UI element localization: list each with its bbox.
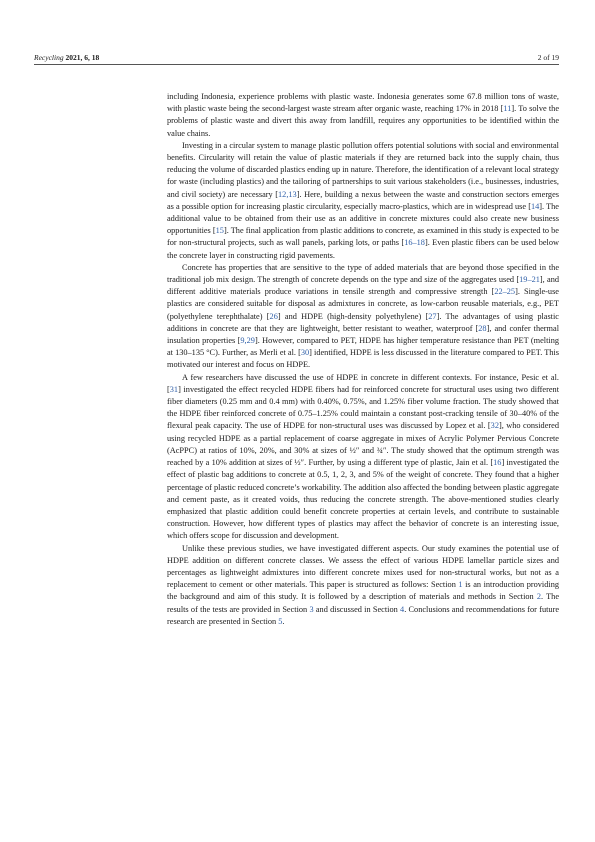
citation-link[interactable]: 22–25 <box>494 287 516 297</box>
citation-link[interactable]: 4 <box>400 604 405 614</box>
paragraph-text: ]. Here, building a nexus between the waste and construction sectors emerges as a possible option for increasing plastic circularity, especially macro-plastics, which are in widespread use [ <box>167 189 559 211</box>
paragraph-text: ] investigated the effect of plastic bag additions to concrete at 0.5, 1, 2, 3, and 5% of the weight of concrete. They found that a higher percentage of plastic reduced concrete’s workability. The addition also affected the bonding between plastic aggregate and cement paste, as it created voids, thus reducing the concrete strength. The above-mentioned studies clearly emphasized that plastic addition could benefit concrete properties at certain levels, and contribute to sustainable construction. However, how different types of plastics may affect the behavior of concrete is an interesting issue, which offers scope for discussion and development. <box>167 458 559 541</box>
paragraph <box>167 372 559 543</box>
citation-link[interactable]: 26 <box>269 311 278 321</box>
citation-link[interactable]: 1 <box>458 580 463 590</box>
paragraph-text: Concrete has properties that are sensitive to the type of added materials that are beyond those specified in the traditional job mix design. The strength of concrete depends on the type and size of the aggregates used [ <box>167 262 559 285</box>
paragraph-text: ] and HDPE (high-density polyethylene) [ <box>277 311 429 321</box>
paragraph-text: is an introduction providing the background and aim of this study. It is followed by a description of materials and methods in Section <box>167 580 559 602</box>
journal-citation <box>34 53 99 62</box>
paragraph-text: Investing in a circular system to manage plastic pollution offers potential solutions with social and environmental benefits. Circularity will retain the value of plastic materials if they are returned back into the supply chain, thus reducing the volume of discarded plastics ending up in nature. Therefore, the identification of a relevant local strategy for waste (including plastics) and the tailoring of partnerships to suit various stakeholders (i.e., businesses, industries, and civil society) are necessary [ <box>167 140 559 199</box>
paragraph-text: including Indonesia, experience problems with plastic waste. Indonesia generates some 67.8 million tons of waste, with plastic waste being the second-largest waste stream after organic waste, reaching 17% in 2018 [ <box>167 92 559 114</box>
citation-link[interactable]: 30 <box>300 348 310 358</box>
citation-link[interactable]: 5 <box>278 616 283 626</box>
paragraph-text: ] identified, HDPE is less discussed in the literature compared to PET. This motivated our interest and focus on HDPE. <box>167 348 559 370</box>
citation-link[interactable]: 11 <box>503 104 512 114</box>
citation-link[interactable]: 28 <box>478 323 487 333</box>
paragraph-text: ]. The additional value to be obtained from their use as an additive in concrete mixtures could also create new business opportunities [ <box>167 201 559 236</box>
paragraph-text: ]. To solve the problems of plastic waste and divert this away from landfill, requires any opportunities to be identified within the value chains. <box>167 104 559 138</box>
citation-link[interactable]: 16–18 <box>404 238 425 248</box>
paragraph-text: ], who considered using recycled HDPE as a partial replacement of coarse aggregate in mixes of Acrylic Polymer Pervious Concrete (AcPPC) at ratios of 10%, 20%, and 30% at sizes of ½″ and ¾″. The study showed that the optimum strength was reached by a 10% addition at sizes of ½″. Further, by using a different type of plastic, Jain et al. [ <box>167 421 559 468</box>
paragraph-text: ]. The advantages of using plastic additions in concrete are that they are lightweight, better resistant to weather, waterproof [ <box>167 311 559 333</box>
paragraph-text: ] investigated the effect recycled HDPE fibers had for reinforced concrete for structural uses using two different fiber diameters (0.25 mm and 0.4 mm) with 0.40%, 0.75%, and 1.25% fiber volume fraction. The study showed that the HDPE fiber reinforced concrete of 0.75–1.25% could maintain a constant post-cracking tensile of 30–40% of the flexural peak capacity. The use of HDPE for non-structural uses was discussed by Lopez et al. [ <box>167 384 559 431</box>
journal-volume: 2021, 6, 18 <box>63 53 100 62</box>
citation-link[interactable]: 32 <box>490 421 499 431</box>
paragraph-text: ], and different additive materials produce variations in tensile strength and compressive strength [ <box>167 275 559 297</box>
citation-link[interactable]: 9,29 <box>240 336 255 346</box>
citation-link[interactable]: 3 <box>309 604 314 614</box>
citation-link[interactable]: 19–21 <box>519 275 540 285</box>
paragraph-text: ]. Even plastic fibers can be used below the concrete layer in constructing rigid pavements. <box>167 238 559 260</box>
citation-link[interactable]: 14 <box>530 201 540 211</box>
paragraph-text: ]. Single-use plastics are considered suitable for disposal as admixtures in concrete, as low-carbon reusable materials, e.g., PET (polyethylene terephthalate) [ <box>167 287 559 321</box>
paragraph <box>167 262 559 372</box>
paragraph-text: A few researchers have discussed the use of HDPE in concrete in different contexts. For instance, Pesic et al. [ <box>167 372 559 394</box>
paragraph-text: . The results of the tests are provided in Section <box>167 592 559 614</box>
header-rule <box>34 64 559 65</box>
paragraph-text: Unlike these previous studies, we have investigated different aspects. Our study examines the potential use of HDPE addition on different concrete classes. We assess the effect of various HDPE lamellar particle sizes and percentages as lightweight admixtures into different concrete mixes used for non-structural works, but not as a replacement to cement or other materials. This paper is structured as follows: Section <box>167 543 559 590</box>
paragraph-text: and discussed in Section <box>313 604 401 614</box>
article-body <box>167 91 559 628</box>
paragraph-text: ], and confer thermal insulation properties [ <box>167 323 559 346</box>
paragraph <box>167 91 559 140</box>
paragraph-text: . <box>282 616 285 626</box>
paragraph <box>167 543 559 628</box>
paragraph-text: ]. However, compared to PET, HDPE has higher temperature resistance than PET (melting at 130–135 °C). Further, as Merli et al. [ <box>167 336 559 358</box>
paragraph <box>167 140 559 262</box>
citation-link[interactable]: 2 <box>536 592 542 602</box>
journal-name: Recycling <box>34 53 64 62</box>
citation-link[interactable]: 15 <box>215 226 224 236</box>
citation-link[interactable]: 16 <box>493 458 502 468</box>
paragraph-text: . Conclusions and recommendations for future research are presented in Section <box>167 604 560 626</box>
page-number: 2 of 19 <box>537 53 559 62</box>
paragraph-text: ]. The final application from plastic additions to concrete, as examined in this study is expected to be for non-structural projects, such as wall panels, parking lots, or paths [ <box>167 226 559 248</box>
citation-link[interactable]: 31 <box>169 384 179 394</box>
citation-link[interactable]: 27 <box>428 311 437 321</box>
citation-link[interactable]: 12,13 <box>278 189 297 199</box>
